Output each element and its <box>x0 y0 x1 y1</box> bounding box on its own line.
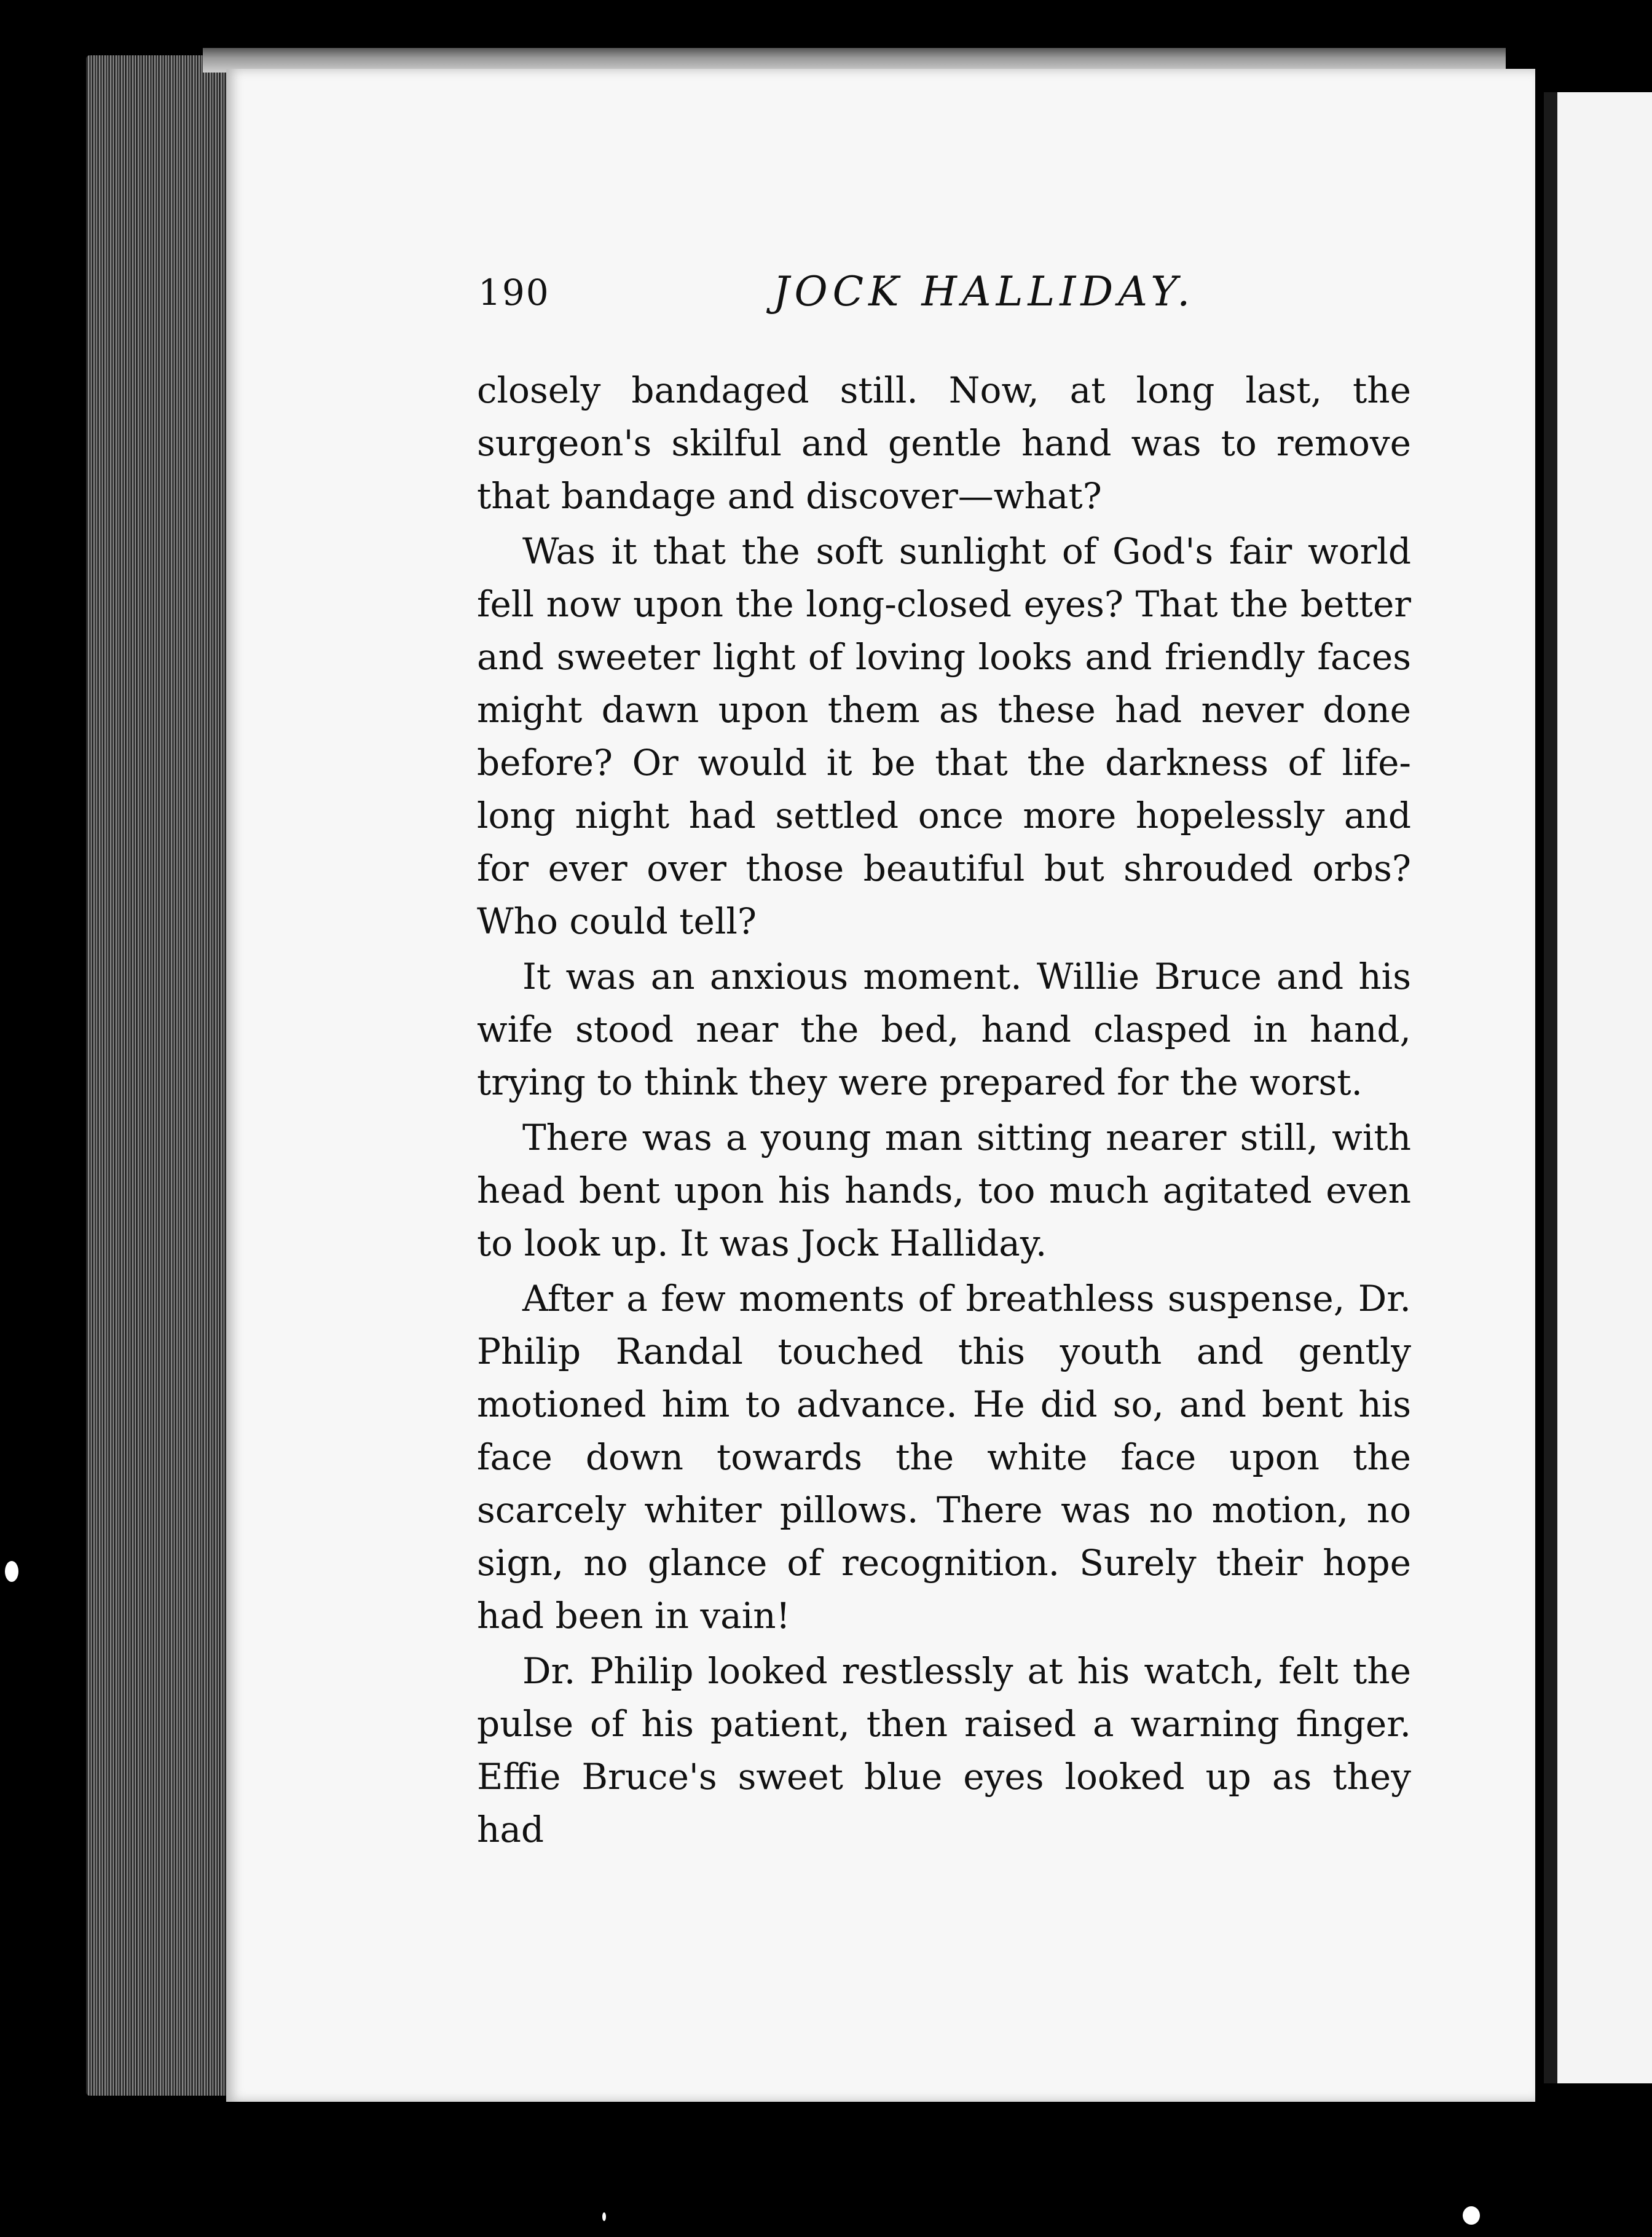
paragraph-5: After a few moments of breathless suspense, Dr. Philip Randal touched this youth and gently motioned him to advance. He did so, and bent his face down towards the white face upon the scarcely whiter pillows. There was no motion, no sign, no glance of recognition. Surely their hope had been in vain! <box>477 1278 1411 1637</box>
scan-speck <box>1463 2206 1480 2225</box>
page-number: 190 <box>478 272 550 313</box>
paragraph-3: It was an anxious moment. Willie Bruce and his wife stood near the bed, hand clasped in hand, trying to think they were prepared for the worst. <box>477 956 1411 1103</box>
paragraph-6: Dr. Philip looked restlessly at his watch, felt the pulse of his patient, then raised a warning finger. Effie Bruce's sweet blue eyes looked up as they had <box>477 1650 1411 1850</box>
paragraph-2: Was it that the soft sunlight of God's fair world fell now upon the long-closed eyes? That the better and sweeter light of loving looks and friendly faces might dawn upon them as these had never done before? Or would it be that the darkness of life-long night had settled once more hopelessly and for ever over those beautiful but shrouded orbs? Who could tell? <box>477 530 1411 942</box>
running-head <box>478 268 1627 339</box>
body-text <box>477 364 1411 1858</box>
paragraph-4: There was a young man sitting nearer still, with head bent upon his hands, too much agitated even to look up. It was Jock Halliday. <box>477 1117 1411 1264</box>
facing-page <box>1544 92 1652 2083</box>
book-title: JOCK HALLIDAY. <box>773 268 1195 315</box>
book-page-edges <box>86 55 234 2096</box>
scan-speck <box>5 1561 18 1582</box>
scan-speck <box>602 2212 606 2221</box>
paragraph-1: closely bandaged still. Now, at long last, the surgeon's skilful and gentle hand was to remove that bandage and discover—what? <box>477 369 1411 517</box>
book-page <box>226 69 1535 2102</box>
